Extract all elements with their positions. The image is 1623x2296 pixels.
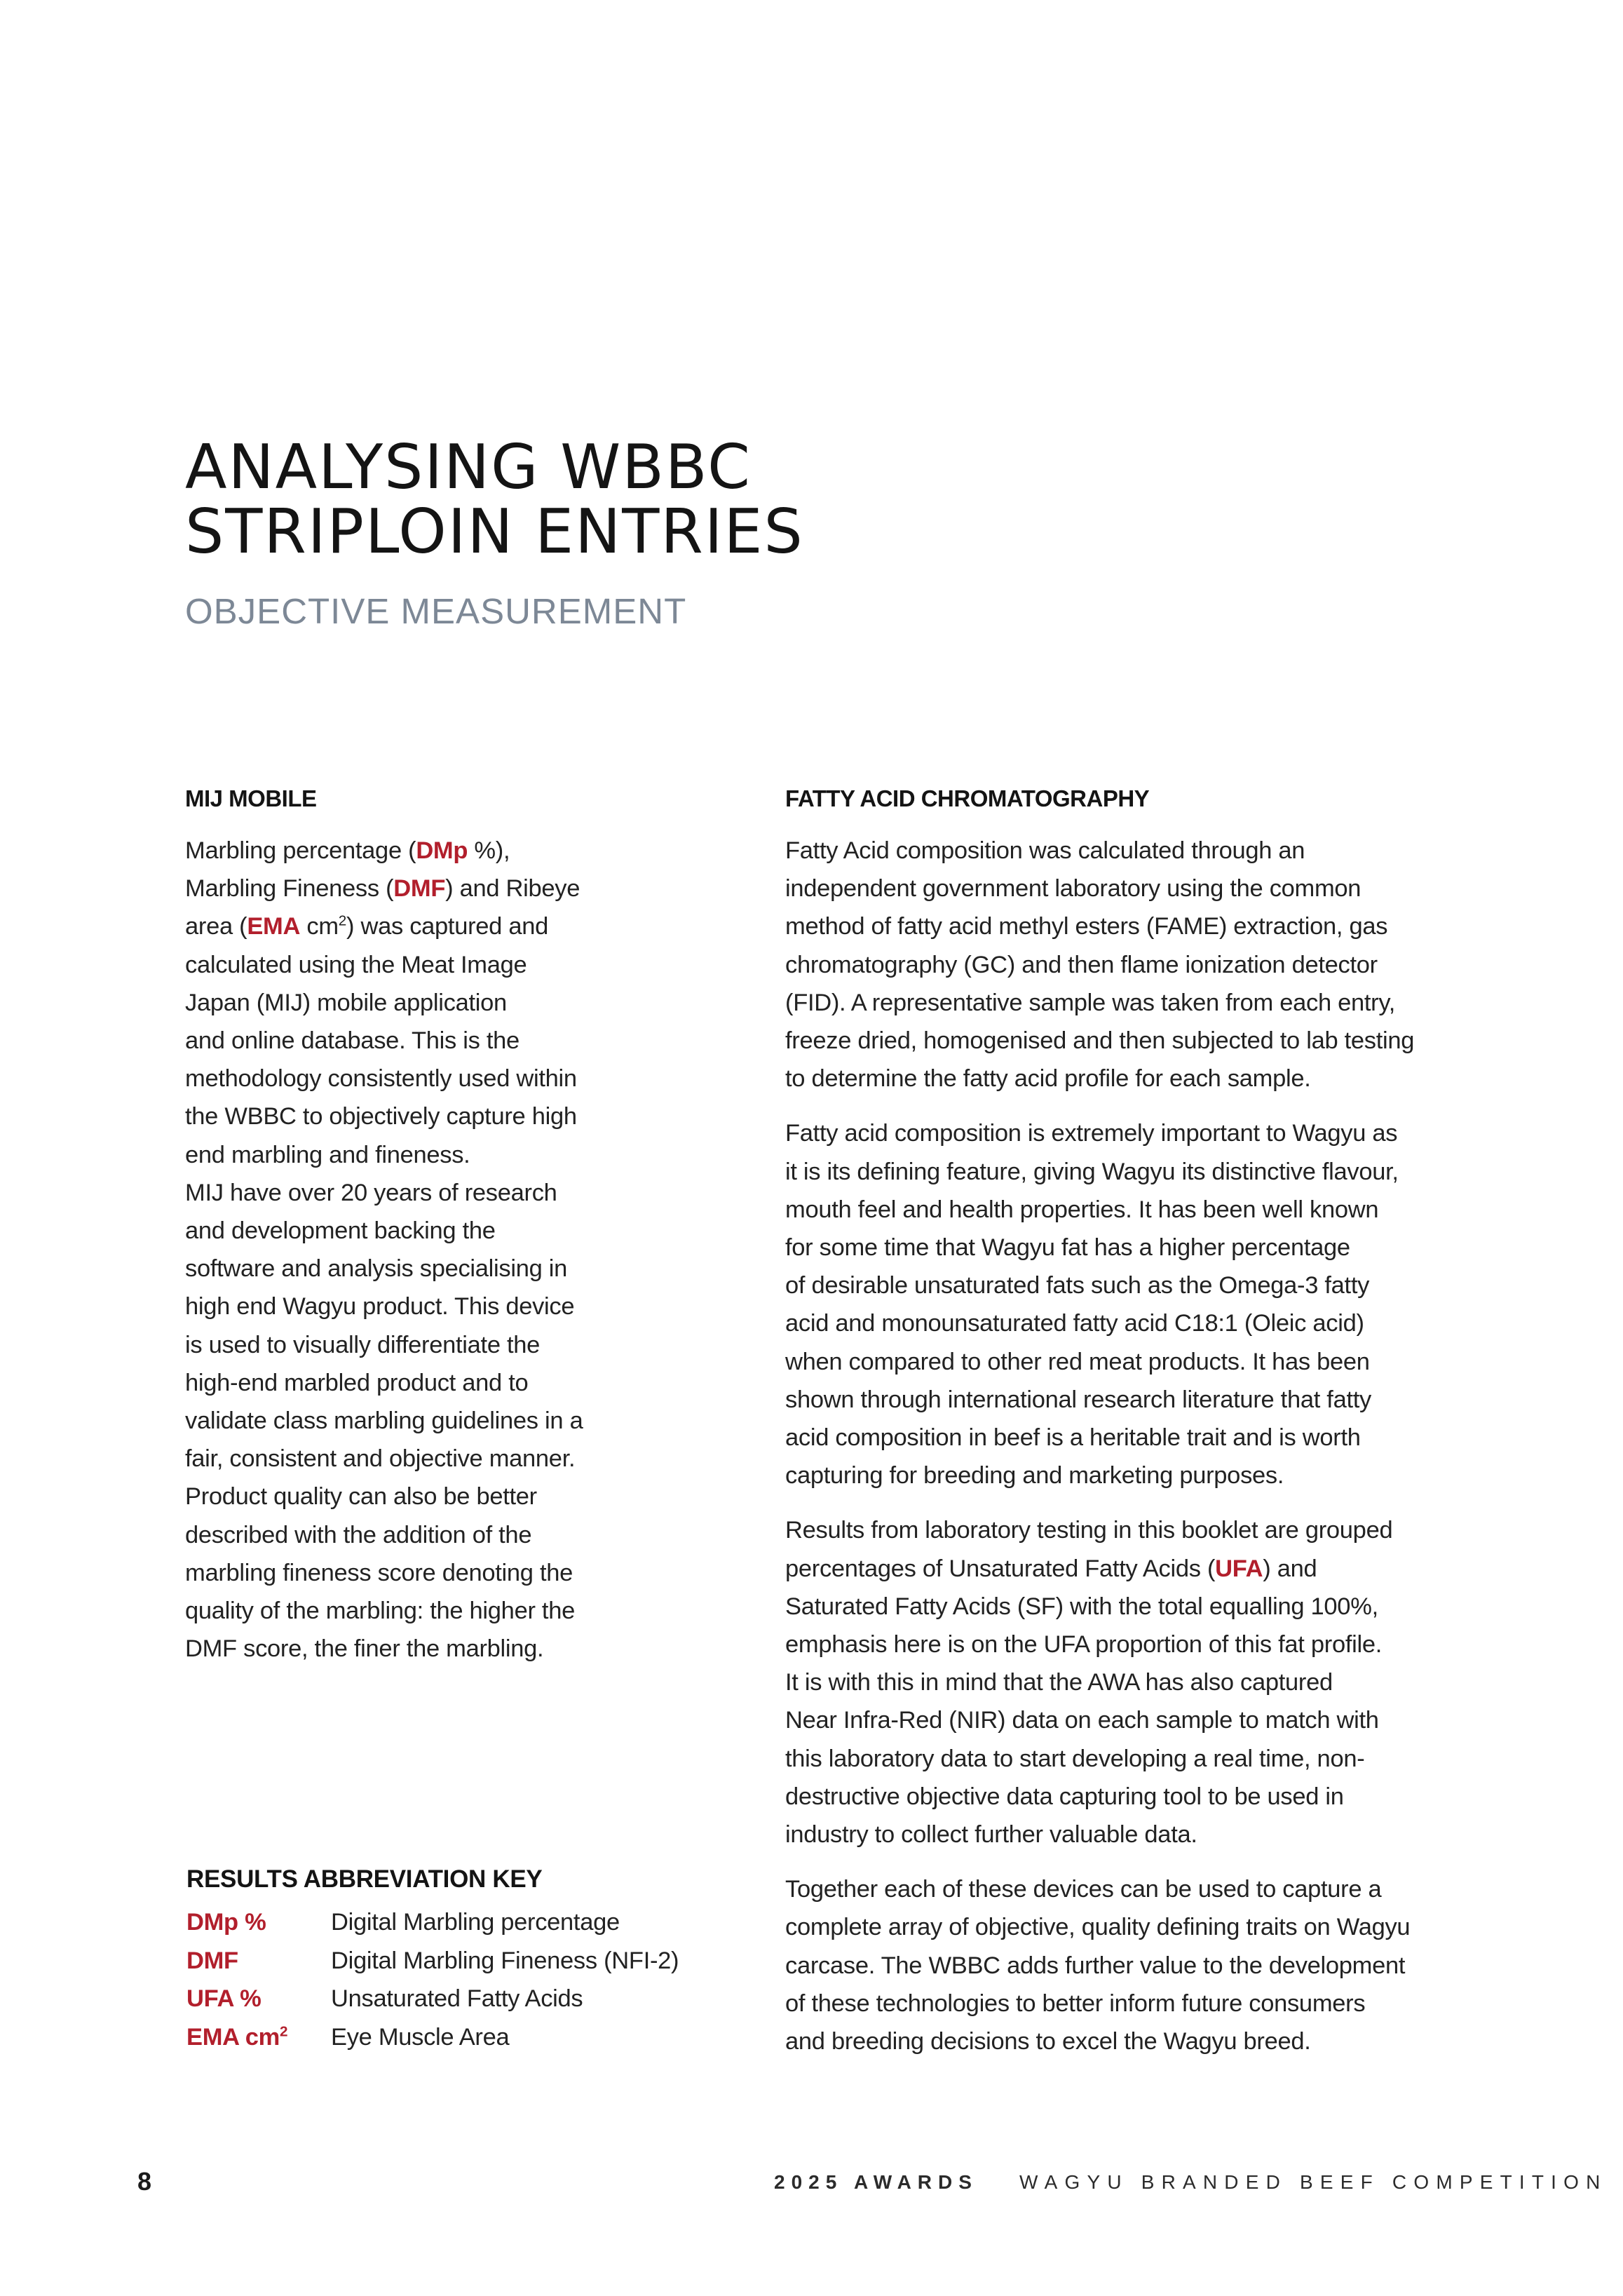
abbreviation-row (186, 1942, 719, 1980)
body-line: Results from laboratory testing in this booklet are grouped (785, 1517, 1393, 1544)
abbreviation-term: EMA $cm^2$ (186, 2023, 288, 2051)
body-line: Together each of these devices can be used to capture a (785, 1876, 1382, 1903)
body-line: and online database. This is the (185, 1027, 520, 1055)
body-line: for some time that Wagyu fat has a higher percentage (785, 1234, 1350, 1262)
abbreviation-key-heading: RESULTS ABBREVIATION KEY (186, 1865, 543, 1893)
body-line: chromatography (GC) and then flame ionization detector (785, 951, 1378, 978)
body-line: mouth feel and health properties. It has been well known (785, 1196, 1379, 1223)
body-line: this laboratory data to start developing a real time, non- (785, 1745, 1365, 1772)
body-line: independent government laboratory using the common (785, 875, 1361, 903)
body-line: (FID). A representative sample was taken from each entry, (785, 989, 1396, 1016)
body-line: to determine the fatty acid profile for each sample. (785, 1065, 1311, 1093)
page-title (185, 431, 804, 567)
body-line: Japan (MIJ) mobile application (185, 989, 507, 1016)
fatty-acid-section (785, 784, 1472, 2060)
fatty-acid-paragraph-4 (785, 1870, 1472, 2060)
footer-competition-title: WAGYU BRANDED BEEF COMPETITION (1019, 2171, 1608, 2193)
body-line: It is with this in mind that the AWA has also captured (785, 1669, 1333, 1696)
abbreviation-term: DMF (186, 1947, 238, 1974)
body-line: freeze dried, homogenised and then subjected to lab testing (785, 1027, 1415, 1055)
body-line: the WBBC to objectively capture high (185, 1103, 577, 1130)
page-title-line-1: ANALYSING WBBC (185, 431, 752, 503)
body-line: when compared to other red meat products. It has been (785, 1348, 1370, 1375)
abbreviation-definition: Digital Marbling percentage (331, 1909, 620, 1936)
mij-mobile-section (185, 784, 634, 1668)
body-line: Fatty acid composition is extremely important to Wagyu as (785, 1120, 1398, 1147)
body-line: MIJ have over 20 years of research (185, 1179, 557, 1206)
body-line: acid composition in beef is a heritable trait and is worth (785, 1424, 1361, 1452)
body-line: and development backing the (185, 1217, 496, 1245)
body-line: destructive objective data capturing tool to be used in (785, 1783, 1344, 1810)
body-line: carcase. The WBBC adds further value to the development (785, 1952, 1406, 1979)
abbreviation-row (186, 1903, 719, 1942)
fatty-acid-paragraph-1 (785, 832, 1472, 1098)
dmf-abbreviation: DMF (393, 875, 446, 903)
page-subtitle: OBJECTIVE MEASUREMENT (185, 591, 687, 631)
body-line: percentages of Unsaturated Fatty Acids (UFA) and (785, 1555, 1317, 1582)
body-line: DMF score, the finer the marbling. (185, 1635, 544, 1663)
body-line: described with the addition of the (185, 1521, 532, 1548)
body-line: Product quality can also be better (185, 1483, 537, 1511)
body-line: of desirable unsaturated fats such as the Omega-3 fatty (785, 1272, 1370, 1299)
body-line: fair, consistent and objective manner. (185, 1445, 576, 1473)
body-line: Near Infra-Red (NIR) data on each sample to match with (785, 1707, 1379, 1734)
abbreviation-row (186, 2018, 719, 2057)
abbreviation-definition: Eye Muscle Area (331, 2023, 510, 2051)
dmp-abbreviation: DMp (416, 837, 468, 864)
body-line: shown through international research literature that fatty (785, 1386, 1372, 1413)
body-line: methodology consistently used within (185, 1065, 577, 1093)
body-line: emphasis here is on the UFA proportion of this fat profile. (785, 1631, 1383, 1659)
mij-mobile-body (185, 832, 634, 1668)
body-line: Fatty Acid composition was calculated through an (785, 837, 1305, 864)
fatty-acid-heading: FATTY ACID CHROMATOGRAPHY (785, 785, 1150, 811)
abbreviation-key (186, 1864, 719, 2056)
body-line: capturing for breeding and marketing purposes. (785, 1462, 1284, 1490)
body-line: complete array of objective, quality defining traits on Wagyu (785, 1914, 1411, 1941)
body-line: and breeding decisions to excel the Wagyu breed. (785, 2028, 1311, 2055)
mij-mobile-heading: MIJ MOBILE (185, 785, 317, 811)
ufa-abbreviation: UFA (1215, 1555, 1263, 1582)
fatty-acid-paragraph-3 (785, 1511, 1472, 1853)
ema-abbreviation: EMA (247, 913, 301, 940)
abbreviation-term: UFA % (186, 1985, 262, 2012)
body-line: area (EMA $cm^2$) was captured and (185, 912, 549, 940)
footer-year-label: 2025 AWARDS (774, 2171, 978, 2193)
body-line: high end Wagyu product. This device (185, 1293, 575, 1321)
body-line: quality of the marbling: the higher the (185, 1598, 575, 1625)
body-line: method of fatty acid methyl esters (FAME) extraction, gas (785, 913, 1388, 940)
body-line: Saturated Fatty Acids (SF) with the total equalling 100%, (785, 1593, 1378, 1620)
body-line: of these technologies to better inform future consumers (785, 1990, 1366, 2017)
body-line: Marbling percentage (DMp %), (185, 837, 510, 864)
fatty-acid-paragraph-2 (785, 1114, 1472, 1494)
body-line: marbling fineness score denoting the (185, 1559, 573, 1586)
abbreviation-row (186, 1980, 719, 2018)
page-number: 8 (137, 2167, 152, 2196)
body-line: validate class marbling guidelines in a (185, 1407, 583, 1435)
body-line: is used to visually differentiate the (185, 1331, 541, 1358)
body-line: acid and monounsaturated fatty acid C18:1 (Oleic acid) (785, 1310, 1364, 1337)
body-line: end marbling and fineness. (185, 1141, 470, 1168)
body-line: calculated using the Meat Image (185, 951, 527, 978)
abbreviation-definition: Unsaturated Fatty Acids (331, 1985, 583, 2012)
abbreviation-term: DMp % (186, 1909, 266, 1936)
body-line: it is its defining feature, giving Wagyu its distinctive flavour, (785, 1158, 1399, 1185)
body-line: software and analysis specialising in (185, 1255, 568, 1283)
page-title-line-2: STRIPLOIN ENTRIES (185, 496, 804, 567)
abbreviation-definition: Digital Marbling Fineness (NFI-2) (331, 1947, 679, 1974)
body-line: industry to collect further valuable data. (785, 1821, 1197, 1849)
body-line: high-end marbled product and to (185, 1369, 529, 1396)
body-line: Marbling Fineness (DMF) and Ribeye (185, 875, 580, 903)
